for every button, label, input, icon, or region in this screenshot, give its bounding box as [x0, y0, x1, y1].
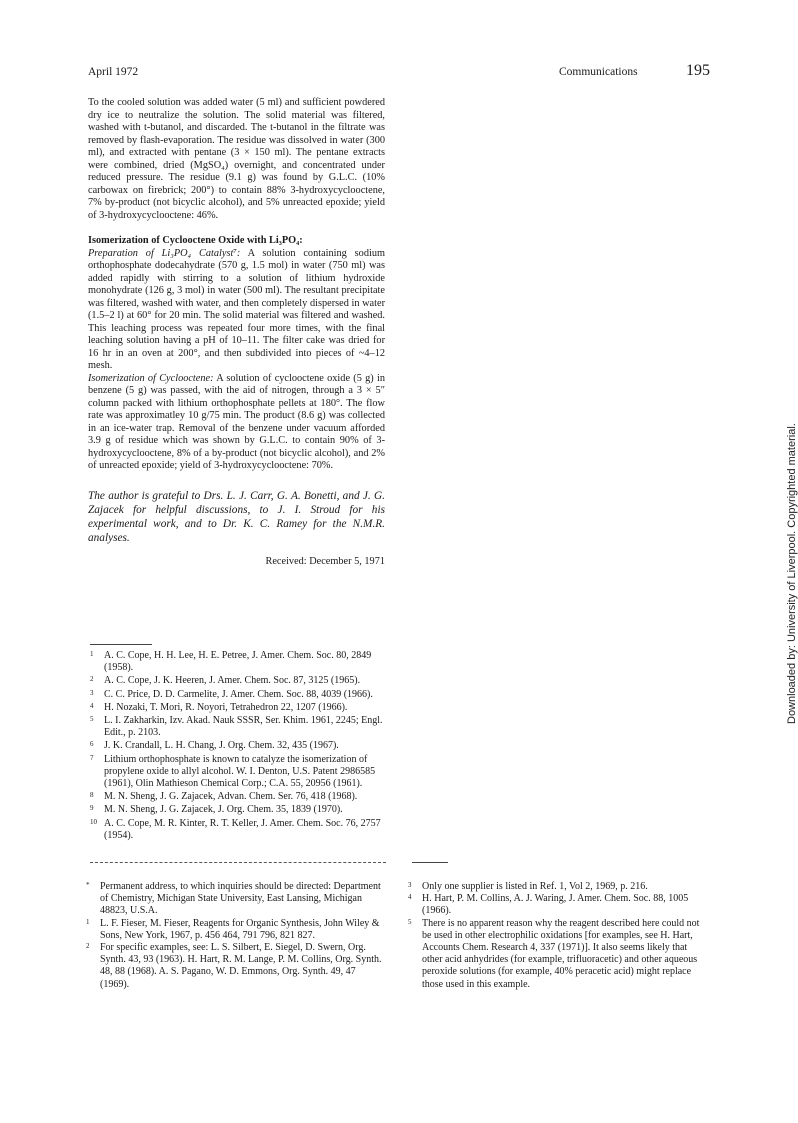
footnote-rule-left — [90, 862, 386, 863]
reference-text: Lithium orthophosphate is known to catalyze the isomerization of propylene oxide to allyl alcohol. W. I. Denton, U.S. Patent 2986585 (1961), Olin Mathieson Chemical Corp.; C.A. 55, 20956 (1961). — [104, 753, 376, 790]
reference-item — [88, 675, 385, 687]
footnote-text: For specific examples, see: L. S. Silbert, E. Siegel, D. Swern, Org. Synth. 43, 93 (1963). H. Hart, R. M. Lange, P. M. Collins, Org. Synth. 48, 88 (1968). A. S. Pagano, W. D. Emmons, Org. Synth. 49, 47 (1969). — [100, 942, 382, 990]
footnote-text: L. F. Fieser, M. Fieser, Reagents for Organic Synthesis, John Wiley & Sons, New York, 1967, p. 456 464, 791 796, 821 827. — [100, 917, 380, 941]
received-date: Received: December 5, 1971 — [265, 555, 385, 567]
reference-item — [88, 715, 385, 739]
reference-number: 5 — [90, 715, 94, 724]
section-heading: Isomerization of Cyclooctene Oxide with Li₃PO₄: — [88, 235, 303, 246]
footnote-number: 3 — [408, 881, 412, 889]
reference-item — [88, 754, 385, 791]
reference-text: H. Nozaki, T. Mori, R. Noyori, Tetrahedron 22, 1207 (1966). — [104, 701, 348, 713]
intro-paragraph: To the cooled solution was added water (5 ml) and sufficient powdered dry ice to neutralize the solution. The solid material was filtered, washed with t-butanol, and discarded. The t-butanol in the filtrate was removed by flash-evaporation. The residue was dissolved in water (300 ml), and extracted with pentane (3 × 150 ml). The pentane extracts were combined, dried (MgSO₄) overnight, and concentrated under reduced pressure. The residue (9.1 g) was found by G.L.C. (10% carbowax on firebrick; 200°) to contain 88% 3-hydroxycyclooctene, 7% by-product (not bicyclic alcohol), and 5% unreacted epoxide; yield of 3-hydroxycyclooctene: 46%. — [88, 97, 385, 221]
footnote-item — [84, 918, 384, 942]
reference-number: 3 — [90, 688, 94, 697]
reference-number: 2 — [90, 675, 94, 684]
reference-item — [88, 702, 385, 714]
reference-text: A. C. Cope, J. K. Heeren, J. Amer. Chem. Soc. 87, 3125 (1965). — [104, 675, 361, 687]
reference-text: M. N. Sheng, J. G. Zajacek, J. Org. Chem. 35, 1839 (1970). — [104, 804, 343, 816]
reference-item — [88, 791, 385, 803]
footnotes-left — [84, 881, 384, 991]
prep-paragraph — [88, 248, 385, 373]
iso-label: Isomerization of Cyclooctene: — [88, 372, 214, 384]
reference-text: M. N. Sheng, J. G. Zajacek, Advan. Chem. Ser. 76, 418 (1968). — [104, 791, 358, 803]
reference-item — [88, 650, 385, 674]
reference-number: 7 — [90, 753, 94, 762]
page-number: 195 — [686, 62, 710, 79]
header-date: April 1972 — [88, 66, 139, 78]
reference-number: 4 — [90, 701, 94, 710]
reference-item — [88, 804, 385, 816]
reference-number: 10 — [90, 817, 97, 826]
footnote-item — [84, 881, 384, 918]
reference-text: A. C. Cope, H. H. Lee, H. E. Petree, J. Amer. Chem. Soc. 80, 2849 (1958). — [104, 650, 372, 674]
footnote-item — [84, 942, 384, 991]
prep-label: Preparation of Li₃PO₄ Catalyst⁷: — [88, 247, 241, 259]
reference-number: 6 — [90, 740, 94, 749]
prep-text: A solution containing sodium orthophosphate dodecahydrate (570 g, 1.5 mol) in water (750 ml) was added rapidly with stirring to a solution of lithium hydroxide monohydrate (126 g, 3 mol) in water (500 ml). The resultant precipitate was filtered, washed with water, and then completely dispersed in water (1.5–2 l) at 60° for 20 min. The solid material was filtered and washed. This leaching process was repeated four more times, with the final leaching solution having a pH of 10–11. The filter cake was dried for 16 hr in an oven at 200°, and then subdivided into pieces of ~4–12 mesh. — [88, 247, 385, 371]
footnote-number: 5 — [408, 917, 412, 926]
footnote-number: 1 — [86, 917, 90, 926]
footnote-item — [406, 881, 708, 893]
footnote-item — [406, 918, 708, 991]
reference-number: 9 — [90, 804, 94, 813]
iso-paragraph — [88, 373, 385, 473]
reference-item — [88, 740, 385, 752]
iso-text: A solution of cyclooctene oxide (5 g) in benzene (5 g) was passed, with the aid of nitrogen, through a 3 × 5″ column packed with lithium orthophosphate pellets at 180°. The flow rate was approximatley 10 g/75 min. The product (8.6 g) was collected in an ice-water trap. Removal of the benzene under vacuum afforded 3.9 g of residue which was shown by G.L.C. to contain 90% of 3-hydroxycyclooctene, 8% of a by-product (not bicyclic alcohol), and 2% of unreacted epoxide; yield of 3-hydroxycyclooctene: 70%. — [88, 372, 386, 471]
acknowledgement: The author is grateful to Drs. L. J. Carr, G. A. Bonetti, and J. G. Zajacek for helpful discussions, to J. I. Stroud for his experimental work, and to Dr. K. C. Ramey for the N.M.R. analyses. — [88, 489, 385, 544]
reference-number: 8 — [90, 791, 94, 800]
footnote-number: 2 — [86, 942, 90, 951]
footnote-text: H. Hart, P. M. Collins, A. J. Waring, J. Amer. Chem. Soc. 88, 1005 (1966). — [422, 893, 689, 917]
reference-list — [88, 650, 385, 842]
header-section: Communications — [559, 66, 638, 78]
footnote-item — [406, 893, 708, 917]
footnote-number: 4 — [408, 893, 412, 902]
reference-item — [88, 689, 385, 701]
footnote-rule-right — [412, 862, 448, 863]
reference-number: 1 — [90, 650, 94, 658]
reference-text: A. C. Cope, M. R. Kinter, R. T. Keller, J. Amer. Chem. Soc. 76, 2757 (1954). — [104, 817, 381, 841]
reference-item — [88, 818, 385, 842]
reference-text: C. C. Price, D. D. Carmelite, J. Amer. Chem. Soc. 88, 4039 (1966). — [104, 688, 373, 700]
reference-text: J. K. Crandall, L. H. Chang, J. Org. Chem. 32, 435 (1967). — [104, 740, 339, 752]
main-column — [88, 97, 385, 568]
side-note-container — [772, 328, 798, 724]
footnote-number: * — [86, 881, 90, 889]
side-note: Downloaded by: University of Liverpool. Copyrighted material. — [786, 423, 798, 724]
footnotes-right — [406, 881, 708, 991]
footnote-text: Only one supplier is listed in Ref. 1, Vol 2, 1969, p. 216. — [422, 881, 648, 892]
page-header — [88, 62, 710, 84]
references-rule — [90, 644, 152, 645]
footnote-text: There is no apparent reason why the reagent described here could not be used in other electrophilic oxidations [for examples, see H. Hart, Accounts Chem. Research 4, 337 (1971)]. It also seems likely that other acid anhydrides (for example, trifluoracetic) and other aqueous peroxide solutions (for example, 40% peracetic acid) might replace those used in this example. — [422, 917, 700, 990]
reference-text: L. I. Zakharkin, Izv. Akad. Nauk SSSR, Ser. Khim. 1961, 2245; Engl. Edit., p. 2103. — [104, 715, 383, 739]
footnote-text: Permanent address, to which inquiries should be directed: Department of Chemistry, Michigan State University, East Lansing, Michigan 48823, U.S.A. — [100, 881, 381, 917]
